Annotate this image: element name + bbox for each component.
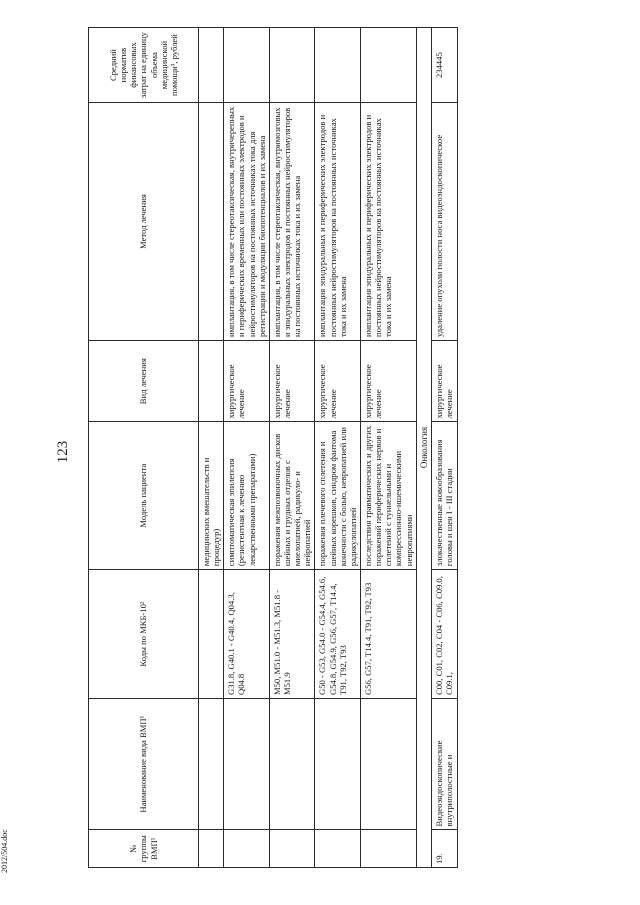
row-type: хирургическое лечение [224,341,270,422]
table-header-row [89,28,199,868]
header-treatment-type: Вид лечения [89,341,199,422]
continuation-cell: медицинских вмешательств и процедур) [199,422,224,570]
row-method: имплантация эпидуральных и периферических электродов и постоянных нейростимуляторов на постоянных источниках тока и их замена [360,103,416,341]
row-method: имплантация, в том числе стереотаксическая, внутримозговых и эпидуральных электродов и постоянных нейростимуляторов на постоянных источниках тока и их замена [269,103,315,341]
row-financial-norm: 234445 [432,28,457,103]
table-row [432,28,457,868]
row-model: злокачественные новообразования головы и шеи I - III стадии [432,422,457,570]
row-codes: G56, G57, T14.4, T91, T92, T93 [360,570,416,699]
row-method: удаление опухоли полости носа видеоэндоскопическое [432,103,457,341]
table-row [224,28,270,868]
header-icd-codes: Коды по МКБ-10² [89,570,199,699]
row-type: хирургическое лечение [269,341,315,422]
row-model: поражения межпозвоночных дисков шейных и грудных отделов с миелопатией, радикуло- и нейропатией [269,422,315,570]
row-model: симптоматическая эпилепсия (резистентная к лечению лекарственными препаратами) [224,422,270,570]
row-vmp-name: Видеоэндоскопические внутриполостные и [432,699,457,830]
table-row [269,28,315,868]
header-patient-model: Модель пациента [89,422,199,570]
page-number: 123 [55,440,71,464]
row-codes: G50 - G53, G54.0 - G54.4, G54.6, G54.8, G54.9, G56, G57, T14.4, T91, T92, T93 [315,570,361,699]
header-treatment-method: Метод лечения [89,103,199,341]
row-model: поражения плечевого сплетения и шейных корешков, синдром фантома конечности с болью, невропатией или радикулопатией [315,422,361,570]
footer-file-code: 2012/504.doc [0,829,9,873]
row-type: хирургическое лечение [360,341,416,422]
header-vmp-name: Наименование вида ВМП¹ [89,699,199,830]
row-method: имплантация, в том числе стереотаксическая, внутричерепных и периферических временных или постоянных электродов и нейростимуляторов на постоянных источниках тока для регистрации и модуляции биопотенциалов и их замена [224,103,270,341]
table-row [315,28,361,868]
table-row [360,28,416,868]
section-title: Онкология [416,28,432,868]
row-group-number: 19. [432,830,457,868]
header-group-number: № группы ВМП¹ [89,830,199,868]
section-row [416,28,432,868]
row-codes: G31.8, G40.1 - G40.4, Q04.3, Q04.8 [224,570,270,699]
row-type: хирургическое лечение [432,341,457,422]
row-method: имплантация эпидуральных и периферических электродов и постоянных нейростимуляторов на постоянных источниках тока и их замена [315,103,361,341]
rotated-table-container [88,27,630,868]
vmp-table [88,27,458,868]
row-codes: C00, C01, C02, C04 - C06, C09.0, C09.1, [432,570,457,699]
header-financial-norm: Средний норматив финансовых затрат на единицу объема медицинской помощи³, рублей [89,28,199,103]
row-codes: M50, M51.0 - M51.3, M51.8 - M51.9 [269,570,315,699]
row-type: хирургическое лечение [315,341,361,422]
table-row [199,28,224,868]
row-model: последствия травматических и других поражений периферических нервов и сплетений с туннельными и компрессионно-ишемическими невропатиями [360,422,416,570]
